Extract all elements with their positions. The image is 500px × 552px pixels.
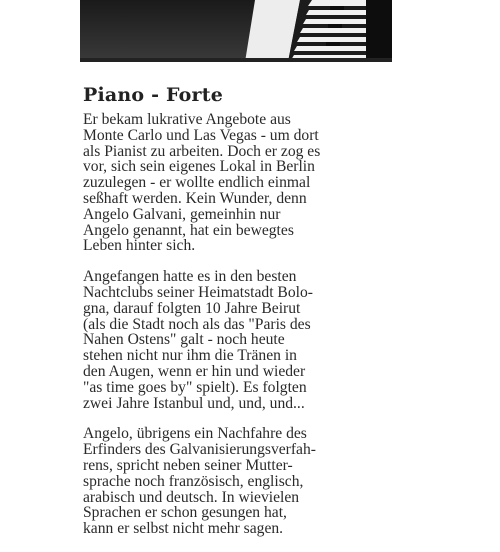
piano-keys-photo: [80, 0, 392, 62]
article-line: den Augen, wenn er hin und wieder: [83, 362, 306, 380]
article-line: als Pianist zu arbeiten. Doch er zog es: [83, 142, 321, 160]
article-line: vor, sich sein eigenes Lokal in Berlin: [83, 158, 315, 176]
article-line: zuzulegen - er wollte endlich einmal: [83, 174, 311, 192]
article-line: Angefangen hatte es in den besten: [83, 268, 297, 286]
article-line: gna, darauf folgten 10 Jahre Beirut: [83, 299, 301, 317]
article-paragraph: [83, 426, 395, 537]
article-line: Er bekam lukrative Angebote aus: [83, 111, 291, 128]
article-headline: Piano - Forte: [83, 84, 224, 106]
article-line: "as time goes by" spielt). Es folgten: [83, 378, 307, 396]
article-line: kann er selbst nicht mehr sagen.: [83, 520, 284, 538]
article-line: Nachtclubs seiner Heimatstadt Bolo-: [83, 283, 313, 301]
article-line: Erfinders des Galvanisierungsverfah-: [83, 441, 316, 459]
article-body: [83, 112, 395, 552]
article-line: sprache noch französisch, englisch,: [83, 472, 304, 490]
article-line: Angelo Galvani, gemeinhin nur: [83, 205, 281, 223]
article-line: (als die Stadt noch als das "Paris des: [83, 315, 311, 333]
article-paragraph: [83, 112, 395, 254]
article-line: arabisch und deutsch. In wievielen: [83, 488, 300, 506]
newspaper-clipping: [80, 0, 392, 538]
article-line: Nahen Ostens" galt - noch heute: [83, 331, 285, 349]
article-line: Sprachen er schon gesungen hat,: [83, 504, 287, 522]
article-line: rens, spricht neben seiner Mutter-: [83, 456, 293, 474]
article-line: Angelo, übrigens ein Nachfahre des: [83, 425, 307, 443]
article-line: Leben hinter sich.: [83, 237, 196, 255]
article-line: Monte Carlo und Las Vegas - um dort: [83, 126, 319, 144]
article-line: seßhaft werden. Kein Wunder, denn: [83, 189, 307, 207]
article-line: stehen nicht nur ihm die Tränen in: [83, 347, 297, 365]
article-line: Angelo genannt, hat ein bewegtes: [83, 221, 294, 239]
article-paragraph: [83, 269, 395, 411]
article-line: zwei Jahre Istanbul und, und, und...: [83, 394, 305, 412]
